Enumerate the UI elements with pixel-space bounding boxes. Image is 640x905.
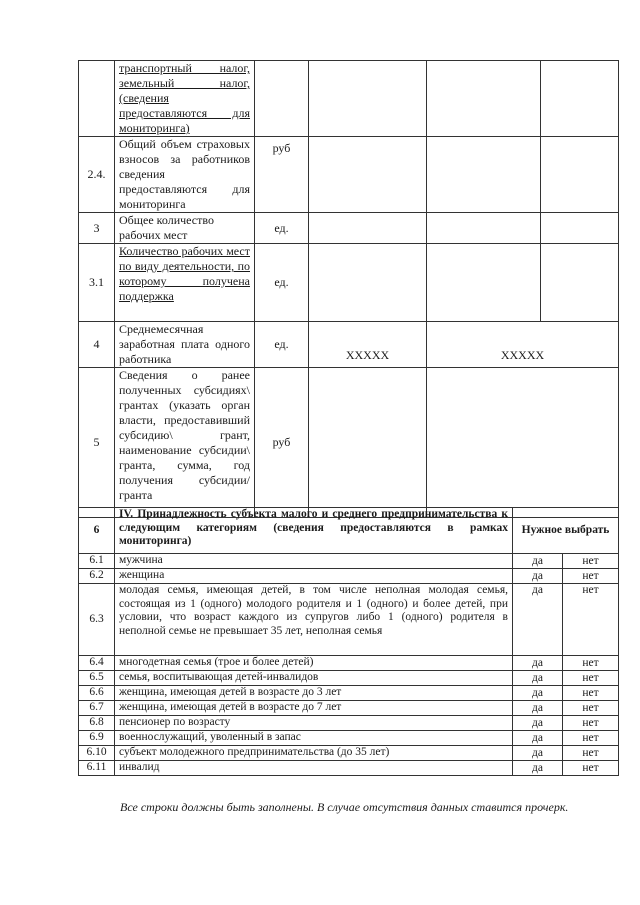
row-text: мужчина — [115, 554, 513, 569]
row-text: военнослужащий, уволенный в запас — [115, 731, 513, 746]
row-number: 6.7 — [79, 701, 115, 716]
value-cell — [427, 244, 541, 322]
row-number: 6.6 — [79, 686, 115, 701]
table-row — [79, 746, 619, 761]
no-option[interactable]: нет — [563, 731, 619, 746]
row-text: Сведения о ранее полученных субсидиях\ грантах (указать орган власти, предоставивший субсидию\ грант, наименование субсидии\ гранта, сумма, год получения субсидии/ гранта — [115, 368, 255, 518]
footnote: Все строки должны быть заполнены. В случае отсутствия данных ставится прочерк. — [120, 800, 569, 814]
row-unit — [255, 61, 309, 137]
yes-option[interactable]: да — [513, 671, 563, 686]
row-text: Среднемесячная заработная плата одного работника — [115, 322, 255, 368]
no-option[interactable]: нет — [563, 569, 619, 584]
table-row — [79, 656, 619, 671]
empty-cell — [541, 61, 619, 137]
row-text: Общее количество рабочих мест — [115, 213, 255, 244]
section-number: 6 — [79, 508, 115, 554]
yes-option[interactable]: да — [513, 701, 563, 716]
table-row — [79, 761, 619, 776]
row-text: Общий объем страховых взносов за работников сведения предоставляются для мониторинга — [115, 137, 255, 213]
table-row — [79, 554, 619, 569]
section-title: IV. Принадлежность субъекта малого и среднего предпринимательства к следующим категориям (сведения предоставляются в рамках мониторинга) — [115, 508, 513, 554]
yes-option[interactable]: да — [513, 746, 563, 761]
row-number: 6.8 — [79, 716, 115, 731]
row-number: 6.3 — [79, 584, 115, 656]
row-text: инвалид — [115, 761, 513, 776]
indicators-table — [78, 60, 619, 518]
row-text: женщина — [115, 569, 513, 584]
table-row — [79, 701, 619, 716]
value-cell — [309, 368, 427, 518]
row-text: молодая семья, имеющая детей, в том числе неполная молодая семья, состоящая из 1 (одного) молодого родителя и 1 (одного) и более детей, при условии, что возраст каждого из супругов либо 1 (одного) родителя в неполной семье не превышает 35 лет, неполная семья — [115, 584, 513, 656]
row-unit: ед. — [255, 322, 309, 368]
table-row — [79, 569, 619, 584]
yes-option[interactable]: да — [513, 584, 563, 656]
row-number: 6.9 — [79, 731, 115, 746]
row-unit: ед. — [255, 213, 309, 244]
table-row — [79, 671, 619, 686]
row-text: транспортный налог, земельный налог, (сведения предоставляются для мониторинга) — [115, 61, 255, 137]
row-text: женщина, имеющая детей в возрасте до 3 лет — [115, 686, 513, 701]
yes-option[interactable]: да — [513, 731, 563, 746]
yes-option[interactable]: да — [513, 554, 563, 569]
table-row — [79, 322, 619, 368]
row-unit: руб — [255, 137, 309, 213]
table-row — [79, 61, 619, 137]
empty-cell — [541, 137, 619, 213]
row-number: 6.2 — [79, 569, 115, 584]
row-text: семья, воспитывающая детей-инвалидов — [115, 671, 513, 686]
row-text: женщина, имеющая детей в возрасте до 7 лет — [115, 701, 513, 716]
empty-cell — [541, 213, 619, 244]
value-cell — [309, 213, 427, 244]
no-option[interactable]: нет — [563, 746, 619, 761]
table-row — [79, 584, 619, 656]
table-row — [79, 368, 619, 518]
row-number: 4 — [79, 322, 115, 368]
row-number: 2.4. — [79, 137, 115, 213]
table-row — [79, 686, 619, 701]
table-row — [79, 244, 619, 322]
table-row — [79, 731, 619, 746]
row-unit: ед. — [255, 244, 309, 322]
row-text: многодетная семья (трое и более детей) — [115, 656, 513, 671]
categories-table — [78, 507, 619, 776]
no-option[interactable]: нет — [563, 761, 619, 776]
row-unit: руб — [255, 368, 309, 518]
empty-cell — [541, 244, 619, 322]
no-option[interactable]: нет — [563, 554, 619, 569]
row-number: 3 — [79, 213, 115, 244]
row-number: 6.11 — [79, 761, 115, 776]
value-cell: XXXXX — [309, 322, 427, 368]
value-cell — [427, 213, 541, 244]
yes-option[interactable]: да — [513, 656, 563, 671]
yes-option[interactable]: да — [513, 761, 563, 776]
no-option[interactable]: нет — [563, 656, 619, 671]
choice-header: Нужное выбрать — [513, 508, 619, 554]
section-header-row — [79, 508, 619, 554]
row-number — [79, 61, 115, 137]
row-number: 6.10 — [79, 746, 115, 761]
value-cell — [309, 244, 427, 322]
no-option[interactable]: нет — [563, 686, 619, 701]
no-option[interactable]: нет — [563, 584, 619, 656]
value-cell — [309, 137, 427, 213]
no-option[interactable]: нет — [563, 701, 619, 716]
table-row — [79, 213, 619, 244]
row-number: 6.4 — [79, 656, 115, 671]
no-option[interactable]: нет — [563, 671, 619, 686]
value-cell — [427, 368, 619, 518]
value-cell — [427, 137, 541, 213]
row-text: пенсионер по возрасту — [115, 716, 513, 731]
row-number: 3.1 — [79, 244, 115, 322]
row-text: Количество рабочих мест по виду деятельности, по которому получена поддержка — [115, 244, 255, 322]
row-number: 6.1 — [79, 554, 115, 569]
value-cell: XXXXX — [427, 322, 619, 368]
table-row — [79, 716, 619, 731]
row-number: 5 — [79, 368, 115, 518]
no-option[interactable]: нет — [563, 716, 619, 731]
yes-option[interactable]: да — [513, 686, 563, 701]
yes-option[interactable]: да — [513, 569, 563, 584]
value-cell — [309, 61, 427, 137]
yes-option[interactable]: да — [513, 716, 563, 731]
row-text: субъект молодежного предпринимательства (до 35 лет) — [115, 746, 513, 761]
table-row — [79, 137, 619, 213]
row-number: 6.5 — [79, 671, 115, 686]
value-cell — [427, 61, 541, 137]
